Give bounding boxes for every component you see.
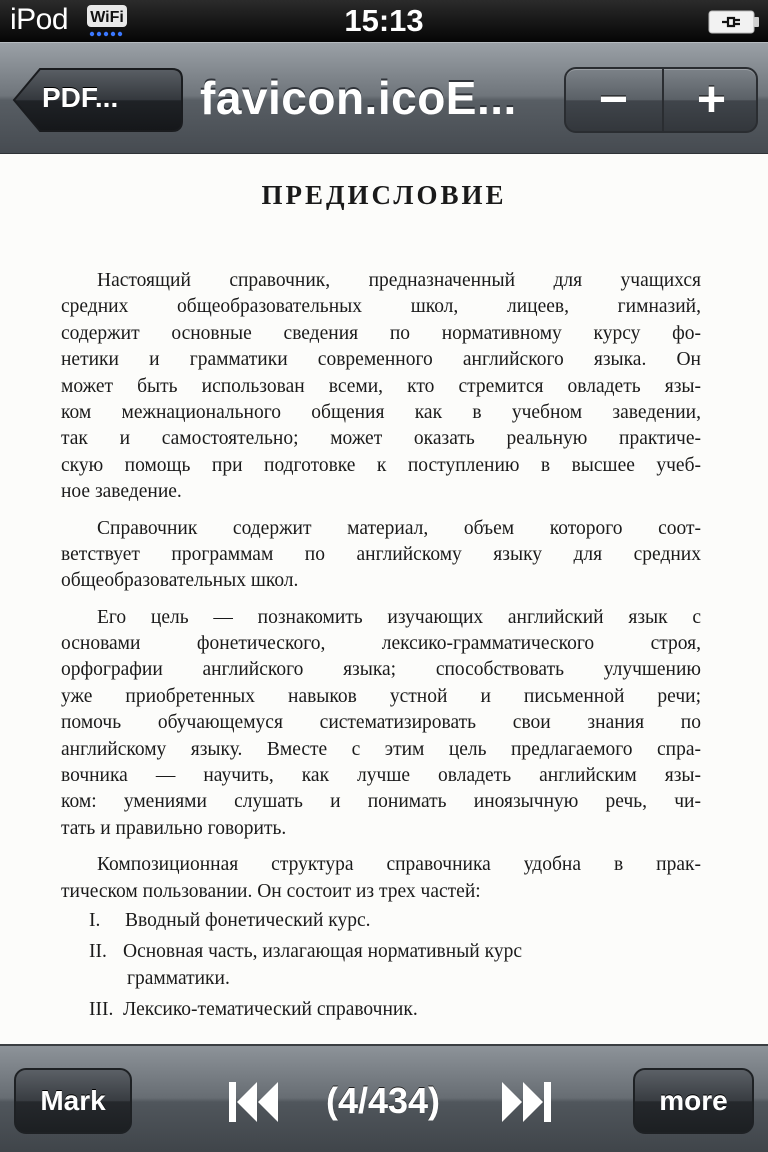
zoom-out-button[interactable]: −: [598, 71, 629, 127]
zoom-control: [564, 67, 758, 133]
paragraph-gap: [61, 506, 701, 516]
text-line: нетики и грамматики современного английского языка. Он: [61, 349, 701, 371]
page-heading: ПРЕДИСЛОВИЕ: [261, 180, 507, 210]
text-line: так и самостоятельно; может оказать реальную практиче-: [61, 428, 701, 450]
pdf-page[interactable]: [0, 154, 768, 1044]
list-item: [61, 965, 701, 992]
last-page-icon[interactable]: [500, 1080, 554, 1124]
mark-button[interactable]: Mark: [14, 1068, 132, 1134]
text-line: английскому языку. Вместе с этим цель предлагаемого спра-: [61, 738, 701, 760]
list-item-number: I.: [89, 909, 101, 931]
text-line: Настоящий справочник, предназначенный для учащихся: [97, 270, 701, 291]
more-button[interactable]: more: [633, 1068, 754, 1134]
text-line: ком межнационального общения как в учебном заведении,: [61, 401, 701, 423]
paragraph-gap: [61, 842, 701, 852]
zoom-in-button[interactable]: +: [662, 69, 758, 131]
text-line: общеобразовательных школ.: [61, 570, 299, 592]
text-line: Его цель — познакомить изучающих английский язык с: [97, 606, 701, 628]
navigation-bar: [0, 42, 768, 155]
text-line: тическом пользовании. Он состоит из трех частей:: [61, 880, 481, 902]
document-title: favicon.icoE...: [200, 72, 517, 124]
paragraph: [61, 852, 701, 905]
page-indicator: (4/434): [325, 1080, 441, 1121]
text-line: Композиционная структура справочника удобна в прак-: [97, 854, 701, 876]
text-line: ное заведение.: [61, 481, 182, 503]
list-item-text: Лексико-тематический справочник.: [123, 998, 418, 1020]
text-line: ветствует программам по английскому языку для средних: [61, 543, 701, 565]
clock: 15:13: [344, 3, 424, 38]
back-button[interactable]: [12, 67, 184, 133]
text-line: ком: умениями слушать и понимать иноязычную речь, чи-: [61, 791, 701, 813]
text-line: помочь обучающемуся систематизировать свои знания по: [61, 712, 701, 734]
paragraph: [61, 516, 701, 595]
list-item-text: грамматики.: [127, 967, 230, 989]
paragraph: [61, 605, 701, 843]
first-page-icon[interactable]: [226, 1080, 280, 1124]
status-bar: [0, 0, 768, 42]
text-line: вочника — научить, как лучше овладеть английским язы-: [61, 765, 701, 787]
bottom-toolbar: [0, 1044, 768, 1152]
list-item-number: III.: [89, 998, 114, 1020]
wifi-label: WiFi: [90, 9, 124, 26]
list-item-text: Основная часть, излагающая нормативный курс: [123, 940, 522, 962]
text-line: средних общеобразовательных школ, лицеев, гимназий,: [61, 296, 701, 318]
list-item: [61, 938, 701, 965]
battery-icon: [708, 10, 760, 34]
carrier-label: iPod: [10, 3, 69, 36]
text-line: тать и правильно говорить.: [61, 817, 287, 839]
text-line: Справочник содержит материал, объем которого соот-: [97, 517, 701, 539]
text-line: орфографии английского языка; способствовать улучшению: [61, 659, 701, 681]
back-button-label: PDF...: [42, 82, 119, 113]
text-line: может быть использован всеми, кто стремится овладеть язы-: [61, 375, 701, 397]
paragraph: [61, 268, 701, 506]
list-item: [61, 996, 701, 1023]
page-body: [61, 268, 701, 1023]
text-line: основами фонетического, лексико-грамматического строя,: [61, 633, 701, 655]
contents-list: [61, 907, 701, 1023]
text-line: уже приобретенных навыков устной и письменной речи;: [61, 685, 701, 707]
text-line: скую помощь при подготовке к поступлению в высшее учеб-: [61, 454, 701, 476]
list-item-number: II.: [89, 940, 107, 962]
list-item: [61, 907, 701, 934]
list-item-text: Вводный фонетический курс.: [125, 909, 371, 931]
text-line: содержит основные сведения по нормативному курсу фо-: [61, 322, 701, 344]
paragraph-gap: [61, 595, 701, 605]
